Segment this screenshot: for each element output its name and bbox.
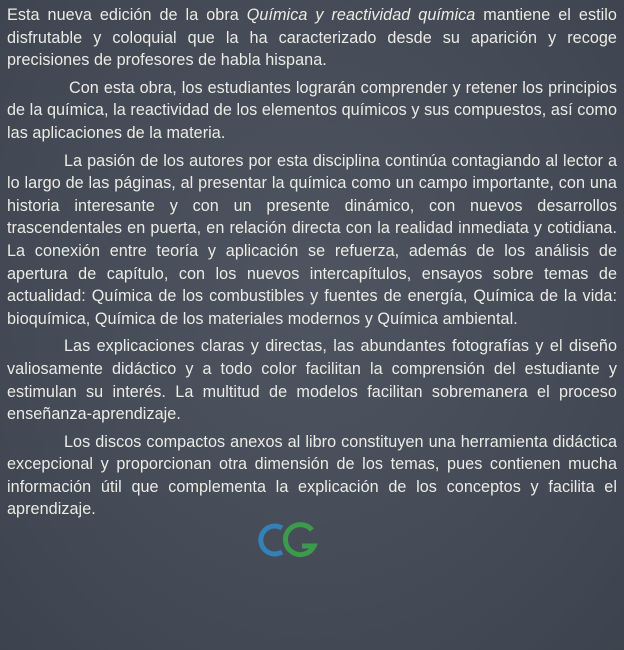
watermark-c-shape (261, 526, 282, 554)
paragraph-intro-pre: Esta nueva edición de la obra (7, 6, 247, 24)
paragraph-cds: Los discos compactos anexos al libro constituyen una herramienta didáctica excepcional y proporcionan otra dimensión de los temas, pues contienen mucha información útil que complementa la explicación de los conceptos y facilita el aprendizaje. (7, 432, 617, 519)
paragraph-intro (7, 4, 617, 72)
paragraph-design: Las explicaciones claras y directas, las abundantes fotografías y el diseño valiosamente didáctico y a todo color facilitan la comprensión del estudiante y estimulan su interés. La multitud de modelos facilitan sobremanera el proceso enseñanza-aprendizaje. (7, 337, 617, 424)
paragraph-authors: La pasión de los autores por esta disciplina continúa contagiando al lector a lo largo de las páginas, al presentar la química como un campo importante, con una historia interesante y con un presente dinámico, con nuevos desarrollos trascendentales en puerta, en relación directa con la realidad inmediata y cotidiana. La conexión entre teoría y aplicación se refuerza, además de los análisis de apertura de capítulo, con los nuevos intercapítulos, ensayos sobre temas de actualidad: Química de los combustibles y fuentes de energía, Química de la vida: bioquímica, Química de los materiales modernos y Química ambiental. (7, 151, 617, 328)
watermark-g-shape (285, 525, 314, 555)
paragraph-intro-post: mantiene el estilo disfrutable y coloquial que la ha caracterizado desde su aparición y recoge precisiones de profesores de habla hispana. (7, 6, 617, 70)
back-cover-text (7, 4, 617, 521)
cg-logo-icon (252, 518, 322, 562)
book-title: Química y reactividad química (246, 6, 476, 24)
paragraph-objectives: Con esta obra, los estudiantes lograrán comprender y retener los principios de la química, la reactividad de los elementos químicos y sus compuestos, así como las aplicaciones de la materia. (7, 78, 617, 142)
